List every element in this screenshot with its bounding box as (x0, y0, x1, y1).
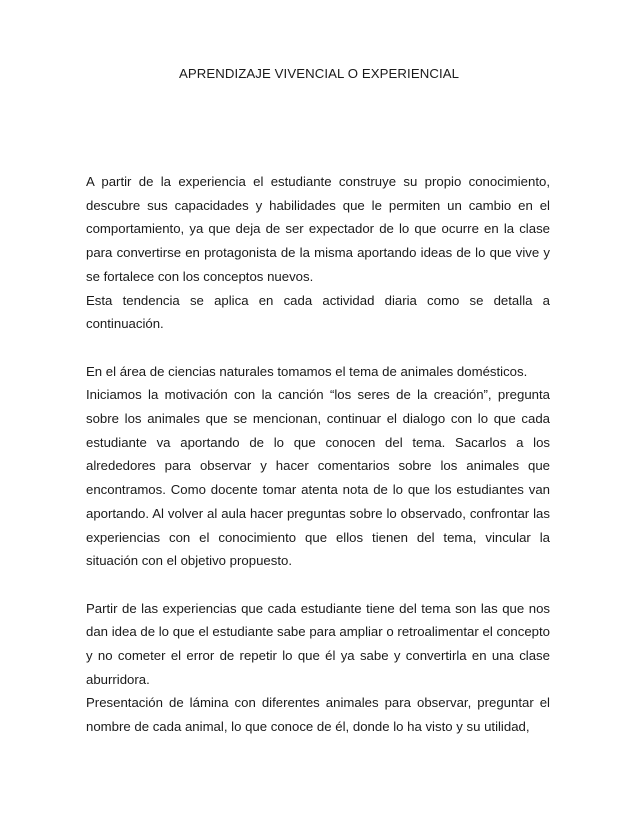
paragraph-natural-sciences: En el área de ciencias naturales tomamos el tema de animales domésticos. (86, 363, 528, 379)
document-title: APRENDIZAJE VIVENCIAL O EXPERIENCIAL (178, 66, 460, 81)
paragraph-motivation: Iniciamos la motivación con la canción “los seres de la creación”, pregunta sobre los animales que se mencionan, continuar el dialogo con lo que cada estudiante va aportando de lo que conocen del tema. Sacarlos a los alrededores para observar y hacer comentarios sobre los animales que encontramos. Como docente tomar atenta nota de lo que los estudiantes van aportando. Al volver al aula hacer preguntas sobre lo observado, confrontar las experiencias con el conocimiento que ellos tienen del tema, vincular la situación con el objetivo propuesto. (86, 387, 550, 569)
paragraph-gap (86, 573, 550, 597)
document-body (86, 170, 550, 739)
paragraph-intro: A partir de la experiencia el estudiante construye su propio conocimiento, descubre sus capacidades y habilidades que le permiten un cambio en el comportamiento, ya que deja de ser expectador de lo que ocurre en la clase para convertirse en protagonista de la misma aportando ideas de lo que vive y se fortalece con los conceptos nuevos. (86, 174, 550, 284)
paragraph-experiences: Partir de las experiencias que cada estudiante tiene del tema son las que nos dan idea de lo que el estudiante sabe para ampliar o retroalimentar el concepto y no cometer el error de repetir lo que él ya sabe y convertirla en una clase aburridora. (86, 600, 550, 687)
paragraph-presentation: Presentación de lámina con diferentes animales para observar, preguntar el nombre de cada animal, lo que conoce de él, donde lo ha visto y su utilidad, (86, 695, 550, 735)
paragraph-tendency: Esta tendencia se aplica en cada actividad diaria como se detalla a continuación. (86, 292, 550, 332)
paragraph-gap (86, 336, 550, 360)
